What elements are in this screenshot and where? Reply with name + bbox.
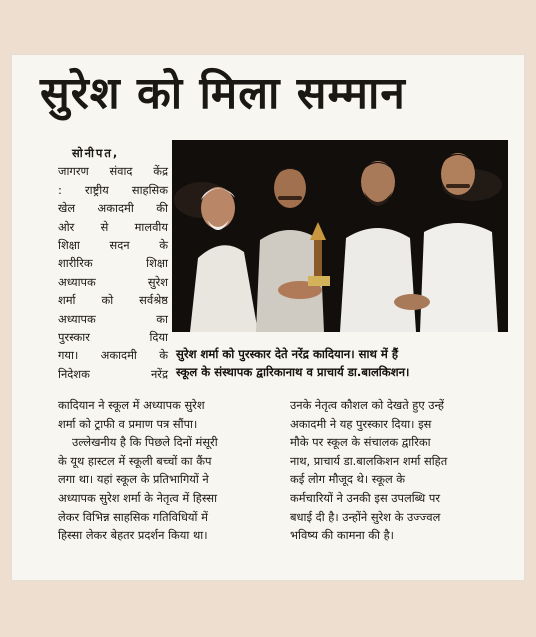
article-line: हिस्सा लेकर बेहतर प्रदर्शन किया था।: [58, 528, 208, 543]
photo-caption: [176, 345, 508, 381]
body-column-right: [290, 396, 506, 545]
article-line: शिक्षा सदन के: [58, 238, 168, 253]
article-line: कादियान ने स्कूल में अध्यापक सुरेश: [58, 398, 205, 412]
article-line: शर्मा को सर्वश्रेष्ठ: [58, 293, 168, 308]
article-line: शारीरिक शिक्षा: [58, 256, 168, 271]
caption-line: स्कूल के संस्थापक द्वारिकानाथ व प्राचार्य डा.बालकिशन।: [176, 365, 410, 379]
article-line: मौके पर स्कूल के संचालक द्वारिका: [290, 435, 431, 450]
article-line: अध्यापक सुरेश शर्मा के नेतृत्व में हिस्सा: [58, 490, 218, 505]
article-line: अकादमी ने यह पुरस्कार दिया। इस: [290, 416, 432, 431]
award-photo-illustration: [172, 140, 508, 332]
article-line: अध्यापक सुरेश: [58, 274, 168, 289]
article-line: गया। अकादमी के: [58, 348, 168, 363]
article-line: के यूथ हास्टल में स्कूली बच्चों का कैंप: [58, 453, 212, 468]
article-line: उनके नेतृत्व कौशल को देखते हुए उन्हें: [290, 398, 444, 412]
dateline-city: सोनीपत,: [72, 146, 120, 160]
article-line: निदेशक नरेंद्र: [58, 366, 168, 381]
article-line: शर्मा को ट्राफी व प्रमाण पत्र सौंपा।: [58, 416, 198, 431]
article-line: लेकर विभिन्न साहसिक गतिविधियों में: [58, 509, 208, 524]
article-line: बधाई दी है। उन्होंने सुरेश के उज्ज्वल: [290, 509, 441, 524]
article-line: अध्यापक का: [58, 311, 168, 326]
headline: सुरेश को मिला सम्मान: [40, 68, 406, 119]
article-line: पुरस्कार दिया: [58, 330, 168, 345]
article-line: कर्मचारियों ने उनकी इस उपलब्धि पर: [290, 490, 440, 505]
article-line: ओर से मालवीय: [58, 219, 168, 234]
article-line: : राष्ट्रीय साहसिक: [58, 182, 168, 197]
article-line: लगा था। यहां स्कूल के प्रतिभागियों ने: [58, 472, 209, 487]
article-line: उल्लेखनीय है कि पिछले दिनों मंसूरी: [72, 435, 218, 450]
dateline-agency: जागरण संवाद केंद्र: [58, 164, 168, 179]
article-line: भविष्य की कामना की है।: [290, 528, 394, 543]
caption-line: सुरेश शर्मा को पुरस्कार देते नरेंद्र कादियान। साथ में हैं: [176, 347, 399, 361]
left-column: [58, 144, 168, 383]
article-line: नाथ, प्राचार्य डा.बालकिशन शर्मा सहित: [290, 453, 448, 468]
body-column-left: [58, 396, 274, 545]
article-line: कई लोग मौजूद थे। स्कूल के: [290, 472, 406, 487]
article-line: खेल अकादमी की: [58, 201, 168, 216]
award-photo: [172, 140, 508, 332]
